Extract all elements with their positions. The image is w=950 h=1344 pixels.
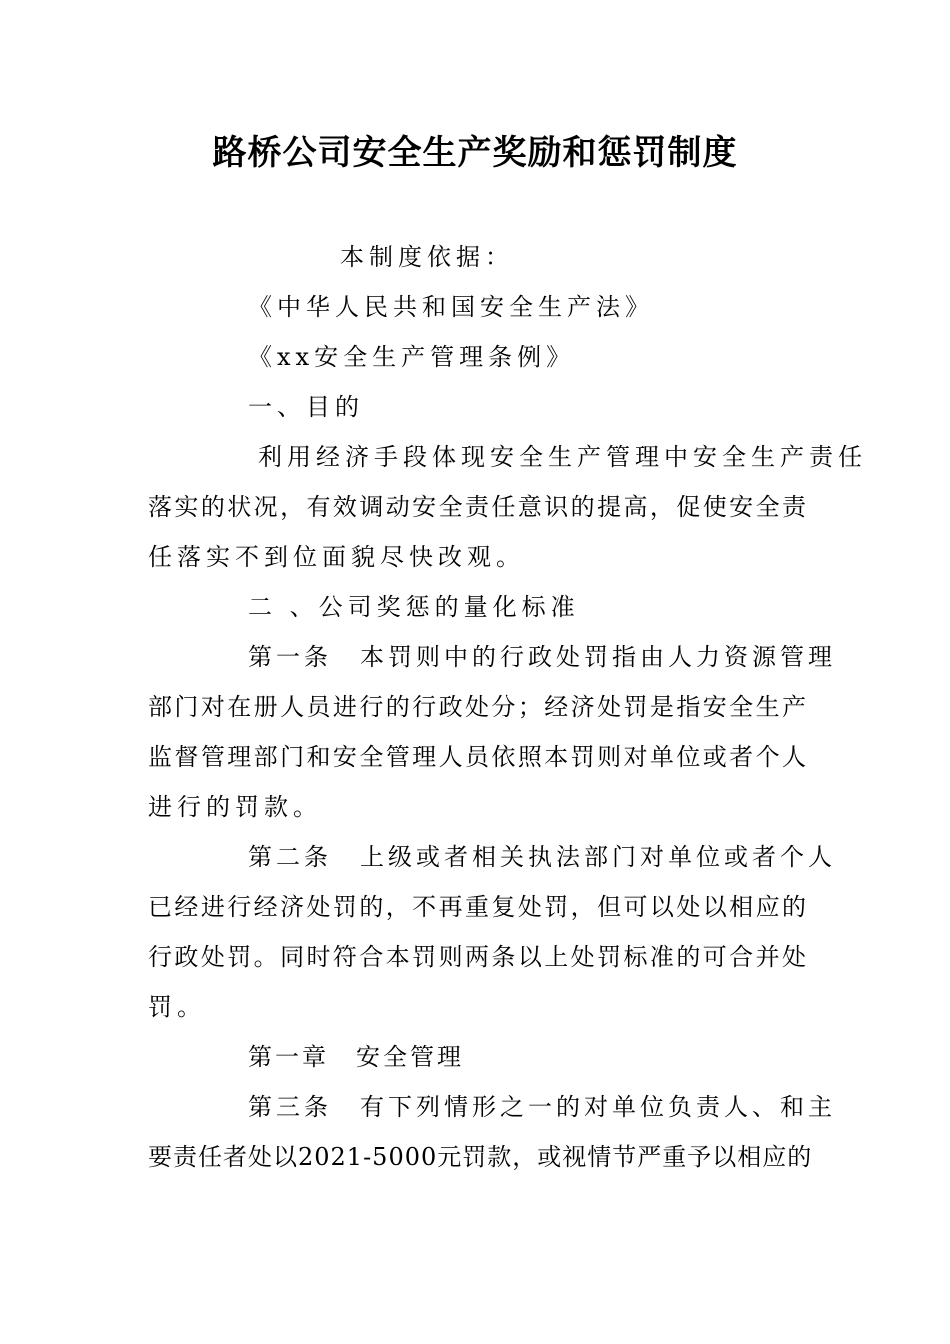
- basis-law-1: 《中华人民共和国安全生产法》: [248, 293, 654, 321]
- purpose-line-3: 任落实不到位面貌尽快改观。: [148, 543, 525, 571]
- article-2-line-3: 行政处罚。同时符合本罚则两条以上处罚标准的可合并处: [148, 943, 808, 971]
- purpose-line-1: 利用经济手段体现安全生产管理中安全生产责任: [258, 443, 867, 471]
- purpose-line-2: 落实的状况，有效调动安全责任意识的提高，促使安全责: [148, 493, 808, 521]
- article-1-line-2: 部门对在册人员进行的行政处分；经济处罚是指安全生产: [148, 693, 808, 721]
- document-title: 路桥公司安全生产奖励和惩罚制度: [212, 133, 738, 173]
- article-2-line-1: 第二条 上级或者相关执法部门对单位或者个人: [248, 843, 836, 871]
- section-2-heading: 二 、公司奖惩的量化标准: [248, 593, 580, 621]
- article-1-line-3: 监督管理部门和安全管理人员依照本罚则对单位或者个人: [148, 743, 808, 771]
- article-2-line-4: 罚。: [148, 993, 206, 1021]
- article-1-line-1: 第一条 本罚则中的行政处罚指由人力资源管理: [248, 643, 836, 671]
- section-1-heading: 一、目的: [248, 393, 364, 421]
- basis-law-2: 《xx安全生产管理条例》: [248, 343, 576, 371]
- article-3-line-2: 要责任者处以2021-5000元罚款，或视情节严重予以相应的: [148, 1143, 813, 1171]
- article-1-line-4: 进行的罚款。: [148, 793, 322, 821]
- article-2-line-2: 已经进行经济处罚的，不再重复处罚，但可以处以相应的: [148, 893, 808, 921]
- chapter-1-heading: 第一章 安全管理: [248, 1043, 464, 1071]
- basis-heading: 本制度依据：: [340, 243, 514, 271]
- article-3-line-1: 第三条 有下列情形之一的对单位负责人、和主: [248, 1093, 836, 1121]
